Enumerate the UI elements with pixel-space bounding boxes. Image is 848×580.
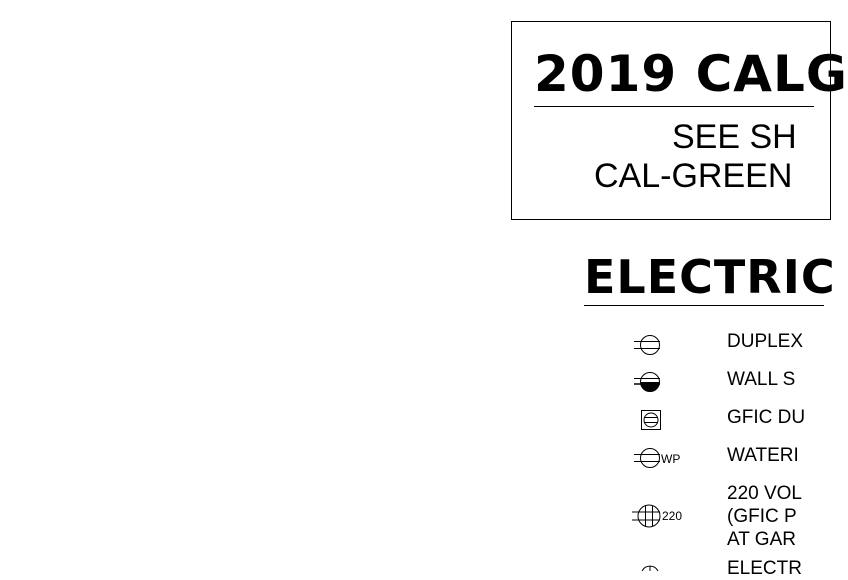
legend-item-220-volt-line-2: (GFIC P [727, 506, 797, 527]
calgreen-title: 2019 CALG [534, 45, 848, 103]
calgreen-title-underline [534, 106, 814, 107]
220-symbol-label: 220 [662, 509, 683, 523]
electrical-outlet-icon [632, 564, 664, 571]
electrical-legend-underline [584, 305, 824, 306]
electrical-legend-title: ELECTRIC [584, 250, 836, 304]
legend-item-220-volt-line-3: AT GAR [727, 529, 796, 550]
legend-item-duplex [727, 330, 803, 353]
legend-item-gfic-duplex-text: GFIC DU [727, 407, 806, 428]
calgreen-reference-text: CAL-GREEN [594, 157, 793, 195]
legend-item-220-volt-line-1: 220 VOL [727, 483, 802, 504]
legend-item-waterproof [727, 444, 799, 467]
legend-item-electrical-text: ELECTR [727, 558, 802, 579]
duplex-outlet-icon [632, 334, 664, 356]
legend-item-gfic-duplex [727, 406, 805, 429]
legend-item-waterproof-text: WATERI [727, 445, 799, 466]
calgreen-see-sheet-text: SEE SH [672, 118, 797, 156]
legend-item-220-volt [727, 482, 802, 551]
legend-item-wall-switch [727, 368, 795, 391]
220-volt-outlet-icon [630, 503, 664, 529]
gfic-duplex-outlet-icon [638, 408, 664, 432]
legend-item-duplex-text: DUPLEX [727, 331, 804, 352]
waterproof-outlet-icon [632, 447, 664, 469]
wall-switched-outlet-icon [632, 371, 664, 393]
legend-item-electrical [727, 557, 802, 580]
legend-item-wall-switch-text: WALL S [727, 369, 796, 390]
waterproof-symbol-label: WP [661, 452, 681, 466]
